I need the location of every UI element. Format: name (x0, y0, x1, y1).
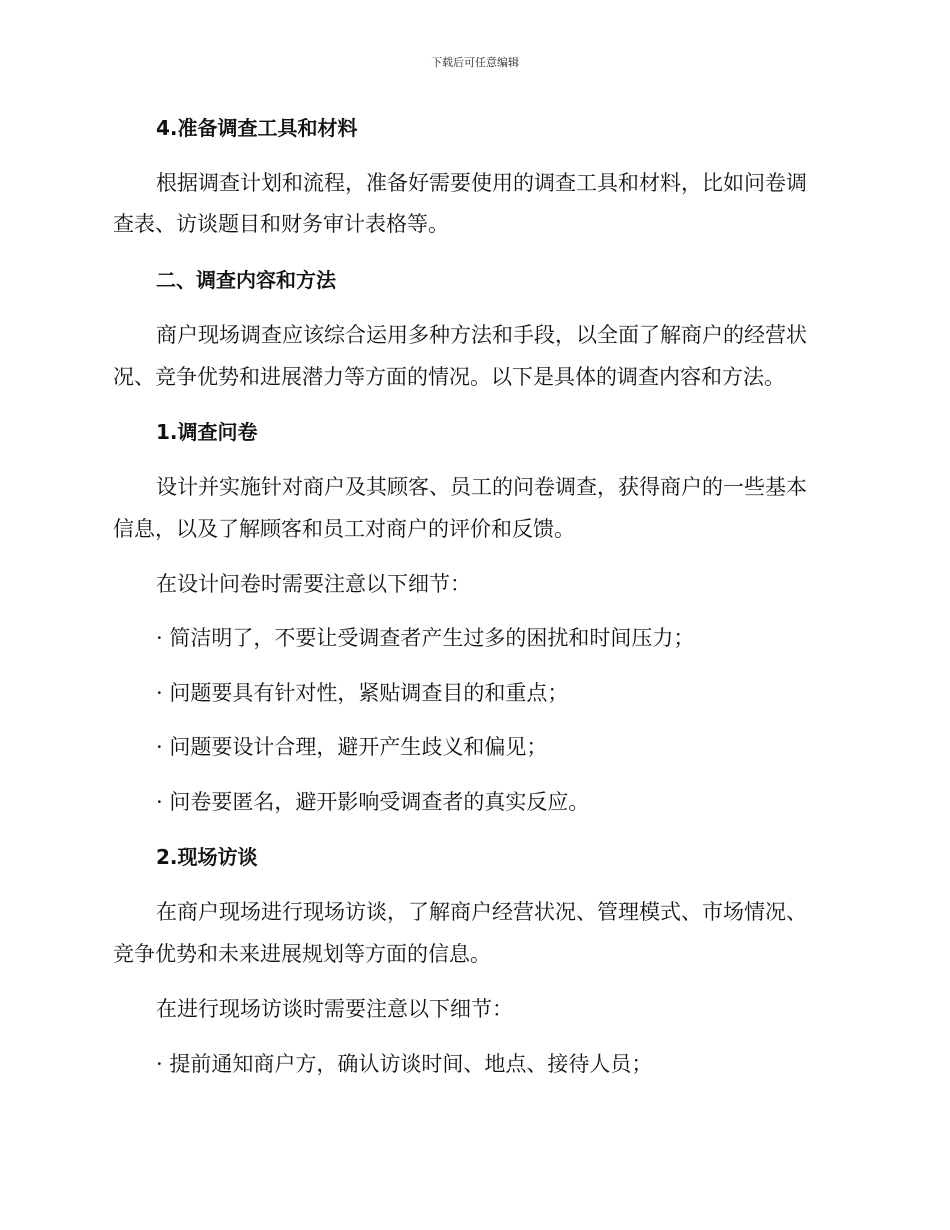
paragraph-line: 在进行现场访谈时需要注意以下细节： (156, 997, 513, 1021)
heading-questionnaire: 1.调查问卷 (156, 420, 258, 444)
heading-onsite-interview: 2.现场访谈 (156, 845, 258, 869)
paragraph-line: 竞争优势和未来进展规划等方面的信息。 (113, 942, 491, 966)
paragraph-line: 况、竞争优势和进展潜力等方面的情况。以下是具体的调查内容和方法。 (113, 365, 785, 389)
page-header: 下载后可任意编辑 (431, 56, 519, 69)
paragraph-line: 根据调查计划和流程，准备好需要使用的调查工具和材料，比如问卷调 (156, 171, 807, 195)
heading-prepare-tools: 4.准备调查工具和材料 (156, 116, 358, 140)
bullet-item: · 问卷要匿名，避开影响受调查者的真实反应。 (156, 790, 590, 814)
bullet-item: · 简洁明了，不要让受调查者产生过多的困扰和时间压力； (156, 626, 695, 650)
bullet-item: · 问题要设计合理，避开产生歧义和偏见； (156, 735, 548, 759)
paragraph-line: 信息，以及了解顾客和员工对商户的评价和反馈。 (113, 517, 575, 541)
paragraph-line: 商户现场调查应该综合运用多种方法和手段，以全面了解商户的经营状 (156, 323, 807, 347)
bullet-item: · 问题要具有针对性，紧贴调查目的和重点； (156, 681, 569, 705)
heading-survey-content: 二、调查内容和方法 (156, 268, 336, 292)
paragraph-line: 在设计问卷时需要注意以下细节： (156, 572, 471, 596)
paragraph-line: 查表、访谈题目和财务审计表格等。 (113, 212, 449, 236)
paragraph-line: 设计并实施针对商户及其顾客、员工的问卷调查，获得商户的一些基本 (156, 475, 807, 499)
paragraph-line: 在商户现场进行现场访谈，了解商户经营状况、管理模式、市场情况、 (156, 900, 807, 924)
bullet-item: · 提前通知商户方，确认访谈时间、地点、接待人员； (156, 1052, 653, 1076)
